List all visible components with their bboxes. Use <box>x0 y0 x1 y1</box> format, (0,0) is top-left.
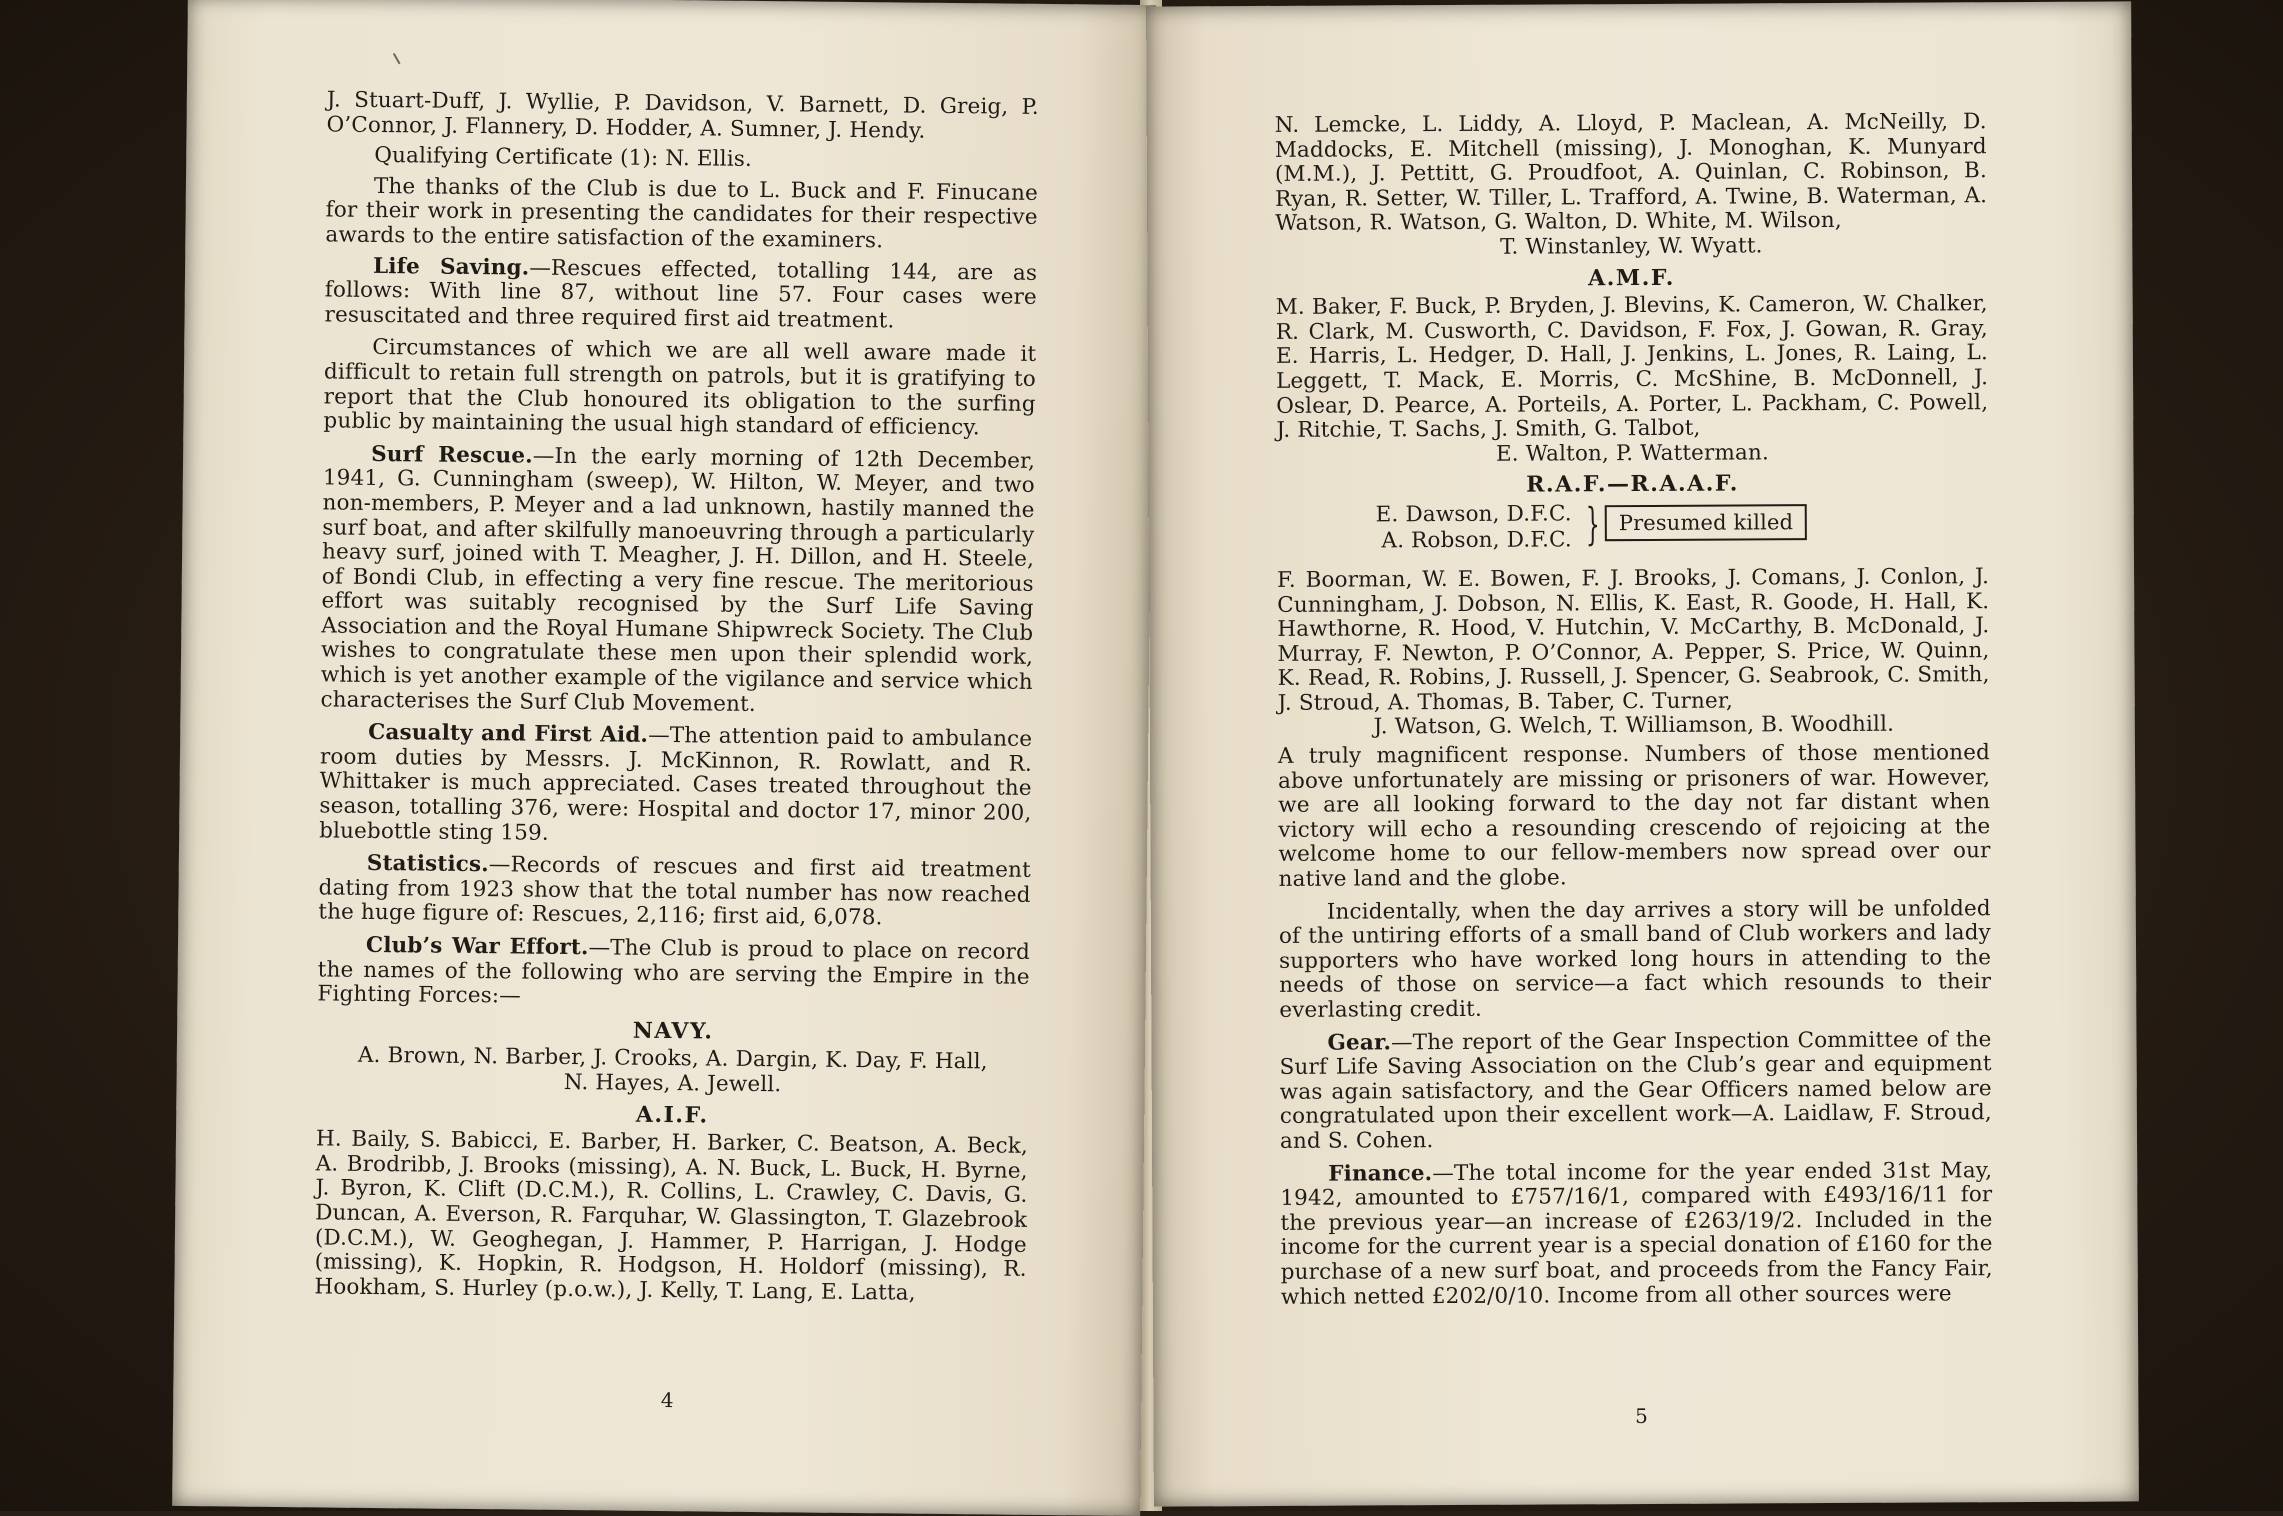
page-number-right: 5 <box>1635 1403 1648 1429</box>
life-saving-text: —Rescues effected, totalling 144, are as follows: With line 87, without line 57. Four cases were resuscitated and three required first aid treatment. <box>324 255 1038 334</box>
amf-names-text: M. Baker, F. Buck, P. Bryden, J. Blevins, K. Cameron, W. Chalker, R. Clark, M. Cusworth, C. Davidson, F. Fox, J. Gowan, R. Gray, E. Harris, L. Hedger, D. Hall, J. Jenkins, L. Jones, R. Laing, L. Leggett, T. Mack, E. Morris, C. McShine, B. McDonnell, J. Oslear, D. Pearce, A. Porteils, A. Porter, L. Packham, C. Powell, J. Ritchie, T. Sachs, J. Smith, G. Talbot, <box>1275 291 1989 444</box>
statistics-title: Statistics. <box>366 851 490 878</box>
finance-text: —The total income for the year ended 31st May, 1942, amounted to £757/16/1, compared with £493/16/11 for the previous year—an increase of £263/19/2. Included in the income for the current year is a special donation of £160 for the purchase of a new surf boat, and proceeds from the Fancy Fair, which netted £202/0/10. Income from all other sources were <box>1280 1157 1993 1310</box>
names-continued-paragraph: J. Stuart-Duff, J. Wyllie, P. Davidson, V. Barnett, D. Greig, P. O’Connor, J. Flannery, D. Hodder, A. Sumner, J. Hendy. <box>326 87 1039 144</box>
life-saving-paragraph <box>324 254 1037 335</box>
presumed-killed-box: Presumed killed <box>1605 504 1808 541</box>
gear-text: —The report of the Gear Inspection Committee of the Surf Life Saving Association on the Club’s gear and equipment was again satisfactory, and the Gear Officers named below are congratulated upon their excellent work—A. Laidlaw, F. Stroud, and S. Cohen. <box>1279 1026 1992 1154</box>
qualifying-certificate-paragraph: Qualifying Certificate (1): N. Ellis. <box>374 143 753 173</box>
life-saving-title: Life Saving. <box>372 253 530 281</box>
raf-names <box>1277 565 1990 741</box>
raf-heading: R.A.F.—R.A.A.F. <box>1526 470 1739 498</box>
surf-rescue-title: Surf Rescue. <box>371 441 533 469</box>
page-number-left: 4 <box>660 1388 674 1413</box>
amf-names-last: E. Walton, P. Watterman. <box>1495 440 1769 467</box>
pencil-mark <box>393 50 406 64</box>
finance-title: Finance. <box>1328 1160 1433 1187</box>
raf-killed-name-2: A. Robson, D.F.C. <box>1381 527 1572 554</box>
war-effort-title: Club’s War Effort. <box>365 932 589 961</box>
navy-names-line: A. Brown, N. Barber, J. Crooks, A. Dargin, K. Day, F. Hall, <box>357 1043 988 1075</box>
gear-title: Gear. <box>1327 1029 1392 1056</box>
statistics-text: —Records of rescues and first aid treatment dating from 1923 show that the total number has now reached the huge figure of: Rescues, 2,116; first aid, 6,078. <box>318 852 1031 931</box>
left-page <box>172 0 1156 1516</box>
incidentally-paragraph: Incidentally, when the day arrives a story will be unfolded of the untiring efforts of a small band of Club workers and lady supporters who have worked long hours in attending to the needs of those on service—a fact which resounds to their everlasting credit. <box>1278 895 1992 1023</box>
gear-paragraph <box>1279 1028 1992 1155</box>
navy-names <box>316 1044 1028 1101</box>
raf-names-text: F. Boorman, W. E. Bowen, F. J. Brooks, J. Comans, J. Conlon, J. Cunningham, J. Dobson, N. Ellis, K. East, R. Goode, H. Hall, K. Hawthorne, R. Hood, V. Hutchin, V. McCarthy, B. McDonald, J. Murray, F. Newton, P. O’Connor, A. Pepper, S. Price, W. Quinn, K. Read, R. Robins, J. Russell, J. Spencer, G. Seabrook, C. Smith, J. Stroud, A. Thomas, B. Taber, C. Turner, <box>1277 564 1990 716</box>
response-paragraph: A truly magnificent response. Numbers of those mentioned above unfortunately are missing or prisoners of war. However, we are all looking forward to the day not far distant when victory will echo a resounding crescendo of rejoicing at the welcome home to our fellow-members now spread over our native land and the globe. <box>1277 740 1991 892</box>
navy-heading: NAVY. <box>632 1017 714 1045</box>
amf-heading: A.M.F. <box>1588 264 1675 291</box>
war-effort-text: —The Club is proud to place on record the names of the following who are serving the Empire in the Fighting Forces:— <box>317 935 1031 1009</box>
casualty-text: —The attention paid to ambulance room duties by Messrs. J. McKinnon, R. Rowlatt, and R. Whittaker is much appreciated. Cases treated throughout the season, totalling 376, were: Hospital and doctor 17, minor 200, bluebottle sting 159. <box>319 723 1033 846</box>
aif-names-continued-text: N. Lemcke, L. Liddy, A. Lloyd, P. Maclean, A. McNeilly, D. Maddocks, E. Mitchell (missing), J. Monoghan, K. Munyard (M.M.), J. Pettitt, G. Proudfoot, A. Quinlan, C. Robinson, B. Ryan, R. Setter, W. Tiller, L. Trafford, A. Twine, B. Waterman, A. Watson, R. Watson, G. Walton, D. White, M. Wilson, <box>1274 109 1988 237</box>
surf-rescue-paragraph <box>320 442 1035 720</box>
amf-names <box>1276 292 1989 468</box>
navy-names-last: N. Hayes, A. Jewell. <box>563 1069 782 1098</box>
surf-rescue-text: —In the early morning of 12th December, 1941, G. Cunningham (sweep), W. Hilton, W. Meyer, and two non-members, P. Meyer and a lad unknown, hastily manned the surf boat, and after skilfully manoeuvring through a particularly heavy surf, joined with T. Meagher, J. H. Dillon, and H. Steele, of Bondi Club, in effecting a very fine rescue. The meritorious effort was suitably recognised by the Surf Life Saving Association and the Royal Humane Shipwreck Society. The Club wishes to congratulate these men upon their splendid work, which is yet another example of the vigilance and service which characterises the Surf Club Movement. <box>320 443 1036 717</box>
finance-paragraph <box>1280 1159 1993 1310</box>
raf-killed-names <box>1372 501 1572 554</box>
right-page-text-column <box>1275 110 1993 1318</box>
aif-names: H. Baily, S. Babicci, E. Barber, H. Barker, C. Beatson, A. Beck, A. Brodribb, J. Brooks (missing), A. N. Buck, L. Buck, H. Byrne, J. Byron, K. Clift (D.C.M.), R. Collins, L. Crawley, C. Davis, G. Duncan, A. Everson, R. Farquhar, W. Glassington, T. Glazebrook (D.C.M.), W. Geoghegan, J. Hammer, P. Harrigan, J. Hodge (missing), K. Hopkin, R. Hodgson, H. Holdorf (missing), R. Hookham, S. Hurley (p.o.w.), J. Kelly, T. Lang, E. Latta, <box>314 1126 1029 1306</box>
right-page <box>1146 1 2139 1506</box>
aif-names-continued <box>1275 110 1988 261</box>
circumstances-paragraph: Circumstances of which we are all well aware made it difficult to retain full strength on patrols, but it is gratifying to report that the Club honoured its obligation to the surfing public by maintaining the usual high standard of efficiency. <box>323 335 1037 441</box>
thanks-paragraph: The thanks of the Club is due to L. Buck and F. Finucane for their work in presenting the candidates for their respective awards to the entire satisfaction of the examiners. <box>325 173 1039 254</box>
aif-heading: A.I.F. <box>635 1101 709 1129</box>
statistics-paragraph <box>318 852 1031 933</box>
casualty-title: Casualty and First Aid. <box>368 720 649 749</box>
war-effort-paragraph <box>317 933 1030 1014</box>
raf-names-last: J. Watson, G. Welch, T. Williamson, B. Woodhill. <box>1373 712 1895 740</box>
raf-killed-block <box>1277 499 1989 561</box>
left-page-text-column <box>314 88 1039 1311</box>
aif-names-continued-last: T. Winstanley, W. Wyatt. <box>1500 233 1763 260</box>
raf-killed-name-1: E. Dawson, D.F.C. <box>1375 501 1572 528</box>
casualty-paragraph <box>319 721 1032 851</box>
brace-icon: } <box>1585 499 1601 551</box>
